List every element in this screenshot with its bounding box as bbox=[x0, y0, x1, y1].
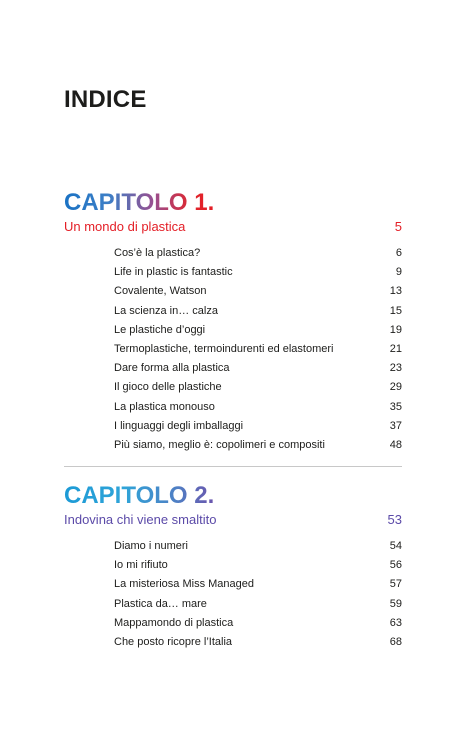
chapter-2-title: Indovina chi viene smaltito bbox=[64, 512, 217, 527]
toc-entry-title: Plastica da… mare bbox=[114, 597, 207, 610]
toc-entry-page: 19 bbox=[389, 323, 402, 336]
toc-entry[interactable] bbox=[114, 556, 402, 575]
toc-entry[interactable] bbox=[114, 398, 402, 417]
toc-entry-page: 57 bbox=[389, 578, 402, 591]
chapter-2-page: 53 bbox=[387, 512, 402, 527]
toc-entry-page: 59 bbox=[389, 597, 402, 610]
toc-entry[interactable] bbox=[114, 340, 402, 359]
toc-entry-page: 48 bbox=[389, 438, 402, 451]
chapter-1-entries bbox=[114, 244, 402, 455]
toc-entry-page: 29 bbox=[389, 381, 402, 394]
chapter-1 bbox=[64, 189, 402, 455]
toc-entry-page: 6 bbox=[395, 247, 402, 259]
toc-entry-page: 35 bbox=[389, 400, 402, 413]
toc-entry-page: 68 bbox=[389, 635, 402, 648]
toc-entry-title: Dare forma alla plastica bbox=[114, 362, 230, 375]
chapter-1-page: 5 bbox=[394, 219, 402, 234]
toc-entry[interactable] bbox=[114, 595, 402, 614]
chapter-2 bbox=[64, 482, 402, 652]
toc-entry-title: Covalente, Watson bbox=[114, 285, 207, 298]
toc-entry[interactable] bbox=[114, 537, 402, 556]
toc-entry-page: 13 bbox=[389, 285, 402, 298]
toc-entry-title: Più siamo, meglio è: copolimeri e compositi bbox=[114, 438, 325, 451]
toc-entry[interactable] bbox=[114, 244, 402, 263]
toc-entry-title: Io mi rifiuto bbox=[114, 559, 168, 572]
toc-entry-title: Il gioco delle plastiche bbox=[114, 381, 222, 394]
chapter-2-title-row[interactable] bbox=[64, 512, 402, 527]
toc-entry-title: Termoplastiche, termoindurenti ed elastomeri bbox=[114, 342, 334, 355]
page-title: INDICE bbox=[64, 86, 147, 113]
toc-entry[interactable] bbox=[114, 263, 402, 282]
chapter-1-heading: CAPITOLO 1. bbox=[64, 189, 215, 216]
toc-entry-title: Diamo i numeri bbox=[114, 540, 188, 552]
toc-entry-title: La scienza in… calza bbox=[114, 304, 218, 317]
toc-entry-title: La plastica monouso bbox=[114, 400, 215, 413]
toc-entry-page: 56 bbox=[389, 559, 402, 572]
chapter-divider bbox=[64, 466, 402, 467]
toc-entry-title: Mappamondo di plastica bbox=[114, 616, 234, 629]
toc-entry-title: La misteriosa Miss Managed bbox=[114, 578, 255, 591]
toc-entry[interactable] bbox=[114, 359, 402, 378]
chapter-1-title-row[interactable] bbox=[64, 219, 402, 234]
toc-entry-title: Life in plastic is fantastic bbox=[114, 266, 233, 279]
toc-entry-title: I linguaggi degli imballaggi bbox=[114, 419, 244, 432]
toc-entry-page: 37 bbox=[389, 419, 402, 432]
toc-entry[interactable] bbox=[114, 575, 402, 594]
toc-entry[interactable] bbox=[114, 282, 402, 301]
toc-entry-title: Cos’è la plastica? bbox=[114, 247, 201, 259]
chapter-2-entries bbox=[114, 537, 402, 652]
toc-entry[interactable] bbox=[114, 302, 402, 321]
toc-entry[interactable] bbox=[114, 633, 402, 652]
toc-entry[interactable] bbox=[114, 436, 402, 455]
toc-entry[interactable] bbox=[114, 321, 402, 340]
toc-entry-page: 21 bbox=[389, 342, 402, 355]
toc-entry[interactable] bbox=[114, 378, 402, 397]
chapter-2-heading: CAPITOLO 2. bbox=[64, 482, 215, 509]
toc-entry[interactable] bbox=[114, 417, 402, 436]
toc-entry-page: 9 bbox=[395, 266, 402, 279]
toc-entry-title: Le plastiche d’oggi bbox=[114, 323, 206, 336]
toc-entry-page: 23 bbox=[389, 362, 402, 375]
toc-entry-page: 54 bbox=[389, 540, 402, 552]
chapter-1-title: Un mondo di plastica bbox=[64, 219, 186, 234]
toc-entry-title: Che posto ricopre l’Italia bbox=[114, 635, 233, 648]
toc-entry-page: 15 bbox=[389, 304, 402, 317]
toc-entry[interactable] bbox=[114, 614, 402, 633]
toc-entry-page: 63 bbox=[389, 616, 402, 629]
